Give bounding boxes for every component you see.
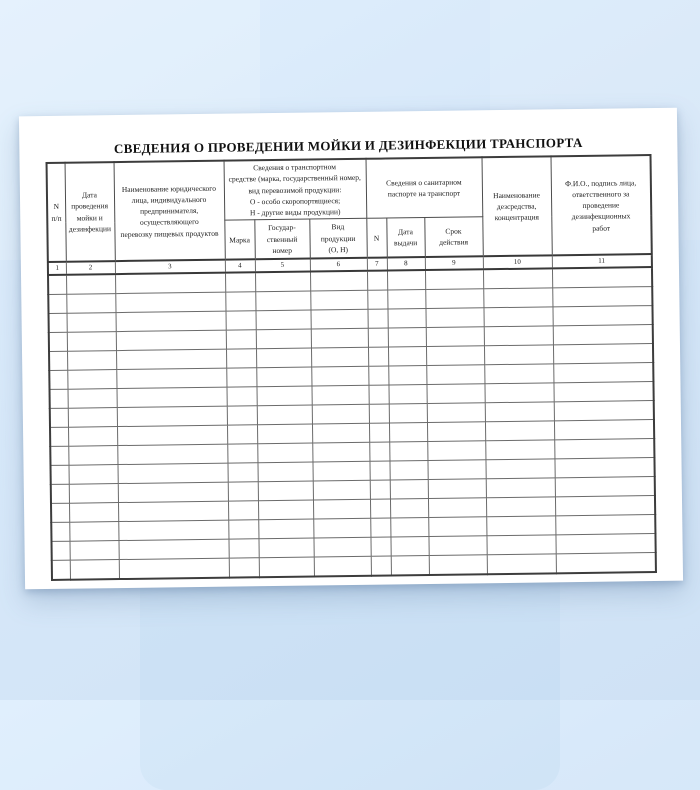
empty-cell [226,368,256,387]
empty-cell [427,403,485,423]
empty-cell [258,538,313,558]
empty-cell [484,364,553,384]
empty-cell [118,463,228,483]
empty-cell [428,536,486,556]
empty-cell [425,289,483,309]
empty-cell [118,501,228,521]
empty-cell [428,498,486,518]
empty-cell [116,311,226,331]
empty-cell [484,326,553,346]
empty-cell [116,349,226,369]
empty-cell [486,478,555,498]
empty-cell [68,427,117,447]
empty-cell [552,306,652,326]
col-header-state-number: Государ- ственный номер [254,219,310,259]
column-number-cell: 1 [48,262,66,275]
empty-cell [227,463,257,482]
empty-cell [48,275,66,295]
empty-cell [259,557,314,577]
empty-cell [388,347,426,366]
empty-cell [49,370,67,389]
empty-cell [426,346,484,366]
empty-cell [370,480,390,499]
empty-cell [257,462,312,482]
empty-cell [311,386,368,406]
table-body [48,267,656,580]
empty-cell [485,421,554,441]
empty-cell [115,292,225,312]
empty-cell [256,310,311,330]
empty-cell [554,401,654,421]
empty-cell [70,541,119,561]
empty-cell [312,424,369,444]
empty-cell [367,271,387,291]
column-number-cell: 8 [387,257,425,270]
empty-cell [116,330,226,350]
empty-cell [370,537,390,556]
empty-cell [118,520,228,540]
empty-cell [226,349,256,368]
records-table [46,154,657,581]
empty-cell [483,288,552,308]
empty-cell [69,465,118,485]
empty-cell [369,423,389,442]
empty-cell [553,382,653,402]
empty-cell [553,325,653,345]
empty-cell [390,499,428,518]
empty-cell [256,367,311,387]
empty-cell [68,408,117,428]
empty-cell [555,534,655,554]
col-header-passport-number: N [366,218,387,258]
col-header-disinfectant: Наименование дезсредства, концентрация [482,156,552,256]
empty-cell [228,539,258,558]
empty-cell [69,503,118,523]
empty-cell [48,294,66,313]
group-header-transport-info: Сведения о транспортном средстве (марка, государственный номер, вид перевозимой продукции: О - особо скоропортящиеся; Н - другие виды продукции) [224,159,367,221]
empty-cell [389,461,427,480]
empty-cell [390,480,428,499]
empty-cell [67,332,116,352]
column-number-cell: 5 [255,259,310,273]
empty-cell [427,441,485,461]
empty-cell [387,270,425,290]
empty-cell [429,555,487,575]
column-number-cell: 3 [115,260,225,274]
empty-cell [258,500,313,520]
empty-cell [485,459,554,479]
empty-cell [52,560,70,580]
empty-cell [229,558,259,578]
empty-cell [387,290,425,309]
empty-cell [70,560,119,580]
empty-cell [485,440,554,460]
empty-cell [257,405,312,425]
col-header-validity-period: Срок действия [424,217,483,257]
empty-cell [50,408,68,427]
col-header-responsible-person: Ф.И.О., подпись лица, ответственного за проведение дезинфекционных работ [551,155,652,256]
empty-cell [313,519,370,539]
empty-cell [119,558,229,579]
empty-cell [554,458,654,478]
col-header-brand: Марка [224,220,255,260]
col-header-organization: Наименование юридического лица, индивидуального предпринимателя, осуществляющего перевозку пищевых продуктов [114,161,225,262]
empty-cell [390,518,428,537]
empty-cell [257,424,312,444]
empty-cell [225,273,255,293]
empty-cell [310,291,367,311]
empty-cell [486,516,555,536]
empty-cell [552,287,652,307]
empty-cell [487,554,556,574]
empty-cell [370,518,390,537]
empty-cell [390,537,428,556]
empty-cell [117,425,227,445]
empty-cell [227,406,257,425]
empty-cell [256,329,311,349]
empty-cell [117,406,227,426]
empty-cell [312,443,369,463]
empty-cell [388,385,426,404]
empty-cell [484,383,553,403]
empty-cell [311,329,368,349]
empty-cell [312,405,369,425]
empty-cell [367,290,387,309]
empty-cell [426,327,484,347]
empty-cell [49,313,67,332]
empty-cell [257,443,312,463]
empty-cell [66,274,115,294]
empty-cell [255,272,310,292]
empty-cell [51,465,69,484]
empty-cell [67,313,116,333]
empty-cell [388,328,426,347]
empty-cell [68,446,117,466]
empty-cell [556,553,656,574]
empty-cell [369,404,389,423]
empty-cell [255,291,310,311]
empty-cell [256,386,311,406]
empty-cell [69,484,118,504]
column-number-cell: 2 [66,261,115,275]
empty-cell [49,351,67,370]
page-title: СВЕДЕНИЯ О ПРОВЕДЕНИИ МОЙКИ И ДЕЗИНФЕКЦИИ ТРАНСПОРТА [113,134,583,157]
empty-cell [368,328,388,347]
empty-cell [52,541,70,560]
empty-cell [391,556,429,576]
column-number-cell: 10 [483,256,552,270]
empty-cell [66,294,115,314]
empty-cell [555,515,655,535]
empty-cell [118,539,228,559]
empty-cell [387,309,425,328]
empty-cell [483,307,552,327]
empty-cell [312,462,369,482]
empty-cell [67,351,116,371]
document-page [19,108,683,590]
empty-cell [554,439,654,459]
empty-cell [313,538,370,558]
empty-cell [369,461,389,480]
empty-cell [486,535,555,555]
col-header-row-number: N п/п [47,163,66,262]
empty-cell [50,427,68,446]
empty-cell [555,477,655,497]
empty-cell [228,501,258,520]
empty-cell [554,420,654,440]
empty-cell [426,384,484,404]
empty-cell [310,271,367,291]
empty-cell [427,460,485,480]
column-number-cell: 9 [425,257,483,271]
empty-cell [486,497,555,517]
empty-cell [51,522,69,541]
empty-cell [227,425,257,444]
empty-cell [553,344,653,364]
empty-cell [117,387,227,407]
empty-cell [226,387,256,406]
empty-cell [51,503,69,522]
empty-cell [314,557,371,577]
empty-cell [389,404,427,423]
column-number-cell: 4 [225,260,255,273]
empty-cell [388,366,426,385]
column-number-cell: 11 [552,254,652,268]
empty-cell [555,496,655,516]
col-header-product-type: Вид продукции (О, Н) [309,219,367,259]
empty-cell [50,446,68,465]
empty-cell [371,556,391,576]
empty-cell [368,385,388,404]
empty-cell [485,402,554,422]
empty-cell [367,309,387,328]
empty-cell [369,442,389,461]
empty-cell [67,370,116,390]
group-header-sanitary-passport: Сведения о санитарном паспорте на транспорт [366,157,483,218]
empty-cell [226,330,256,349]
empty-cell [389,442,427,461]
empty-cell [484,345,553,365]
empty-cell [428,479,486,499]
empty-cell [69,522,118,542]
empty-cell [226,311,256,330]
empty-cell [225,292,255,311]
empty-cell [427,422,485,442]
column-number-cell: 6 [310,258,367,272]
empty-cell [258,519,313,539]
empty-cell [50,389,68,408]
empty-cell [428,517,486,537]
empty-cell [368,347,388,366]
empty-cell [426,365,484,385]
empty-cell [425,308,483,328]
empty-cell [310,310,367,330]
empty-cell [49,332,67,351]
empty-cell [311,348,368,368]
empty-cell [370,499,390,518]
empty-cell [258,481,313,501]
empty-cell [116,368,226,388]
empty-cell [389,423,427,442]
empty-cell [117,444,227,464]
table-header [47,155,652,275]
col-header-issue-date: Дата выдачи [386,218,425,258]
column-number-cell: 7 [367,258,387,271]
empty-cell [227,444,257,463]
empty-cell [118,482,228,502]
col-header-wash-date: Дата проведения мойки и дезинфекции [65,162,115,262]
empty-cell [68,389,117,409]
empty-cell [115,273,225,294]
empty-cell [425,270,483,290]
empty-cell [228,482,258,501]
empty-cell [552,267,652,288]
empty-cell [256,348,311,368]
empty-cell [483,269,552,289]
empty-cell [368,366,388,385]
empty-cell [553,363,653,383]
empty-cell [51,484,69,503]
empty-cell [228,520,258,539]
empty-cell [313,500,370,520]
empty-cell [311,367,368,387]
empty-cell [313,481,370,501]
